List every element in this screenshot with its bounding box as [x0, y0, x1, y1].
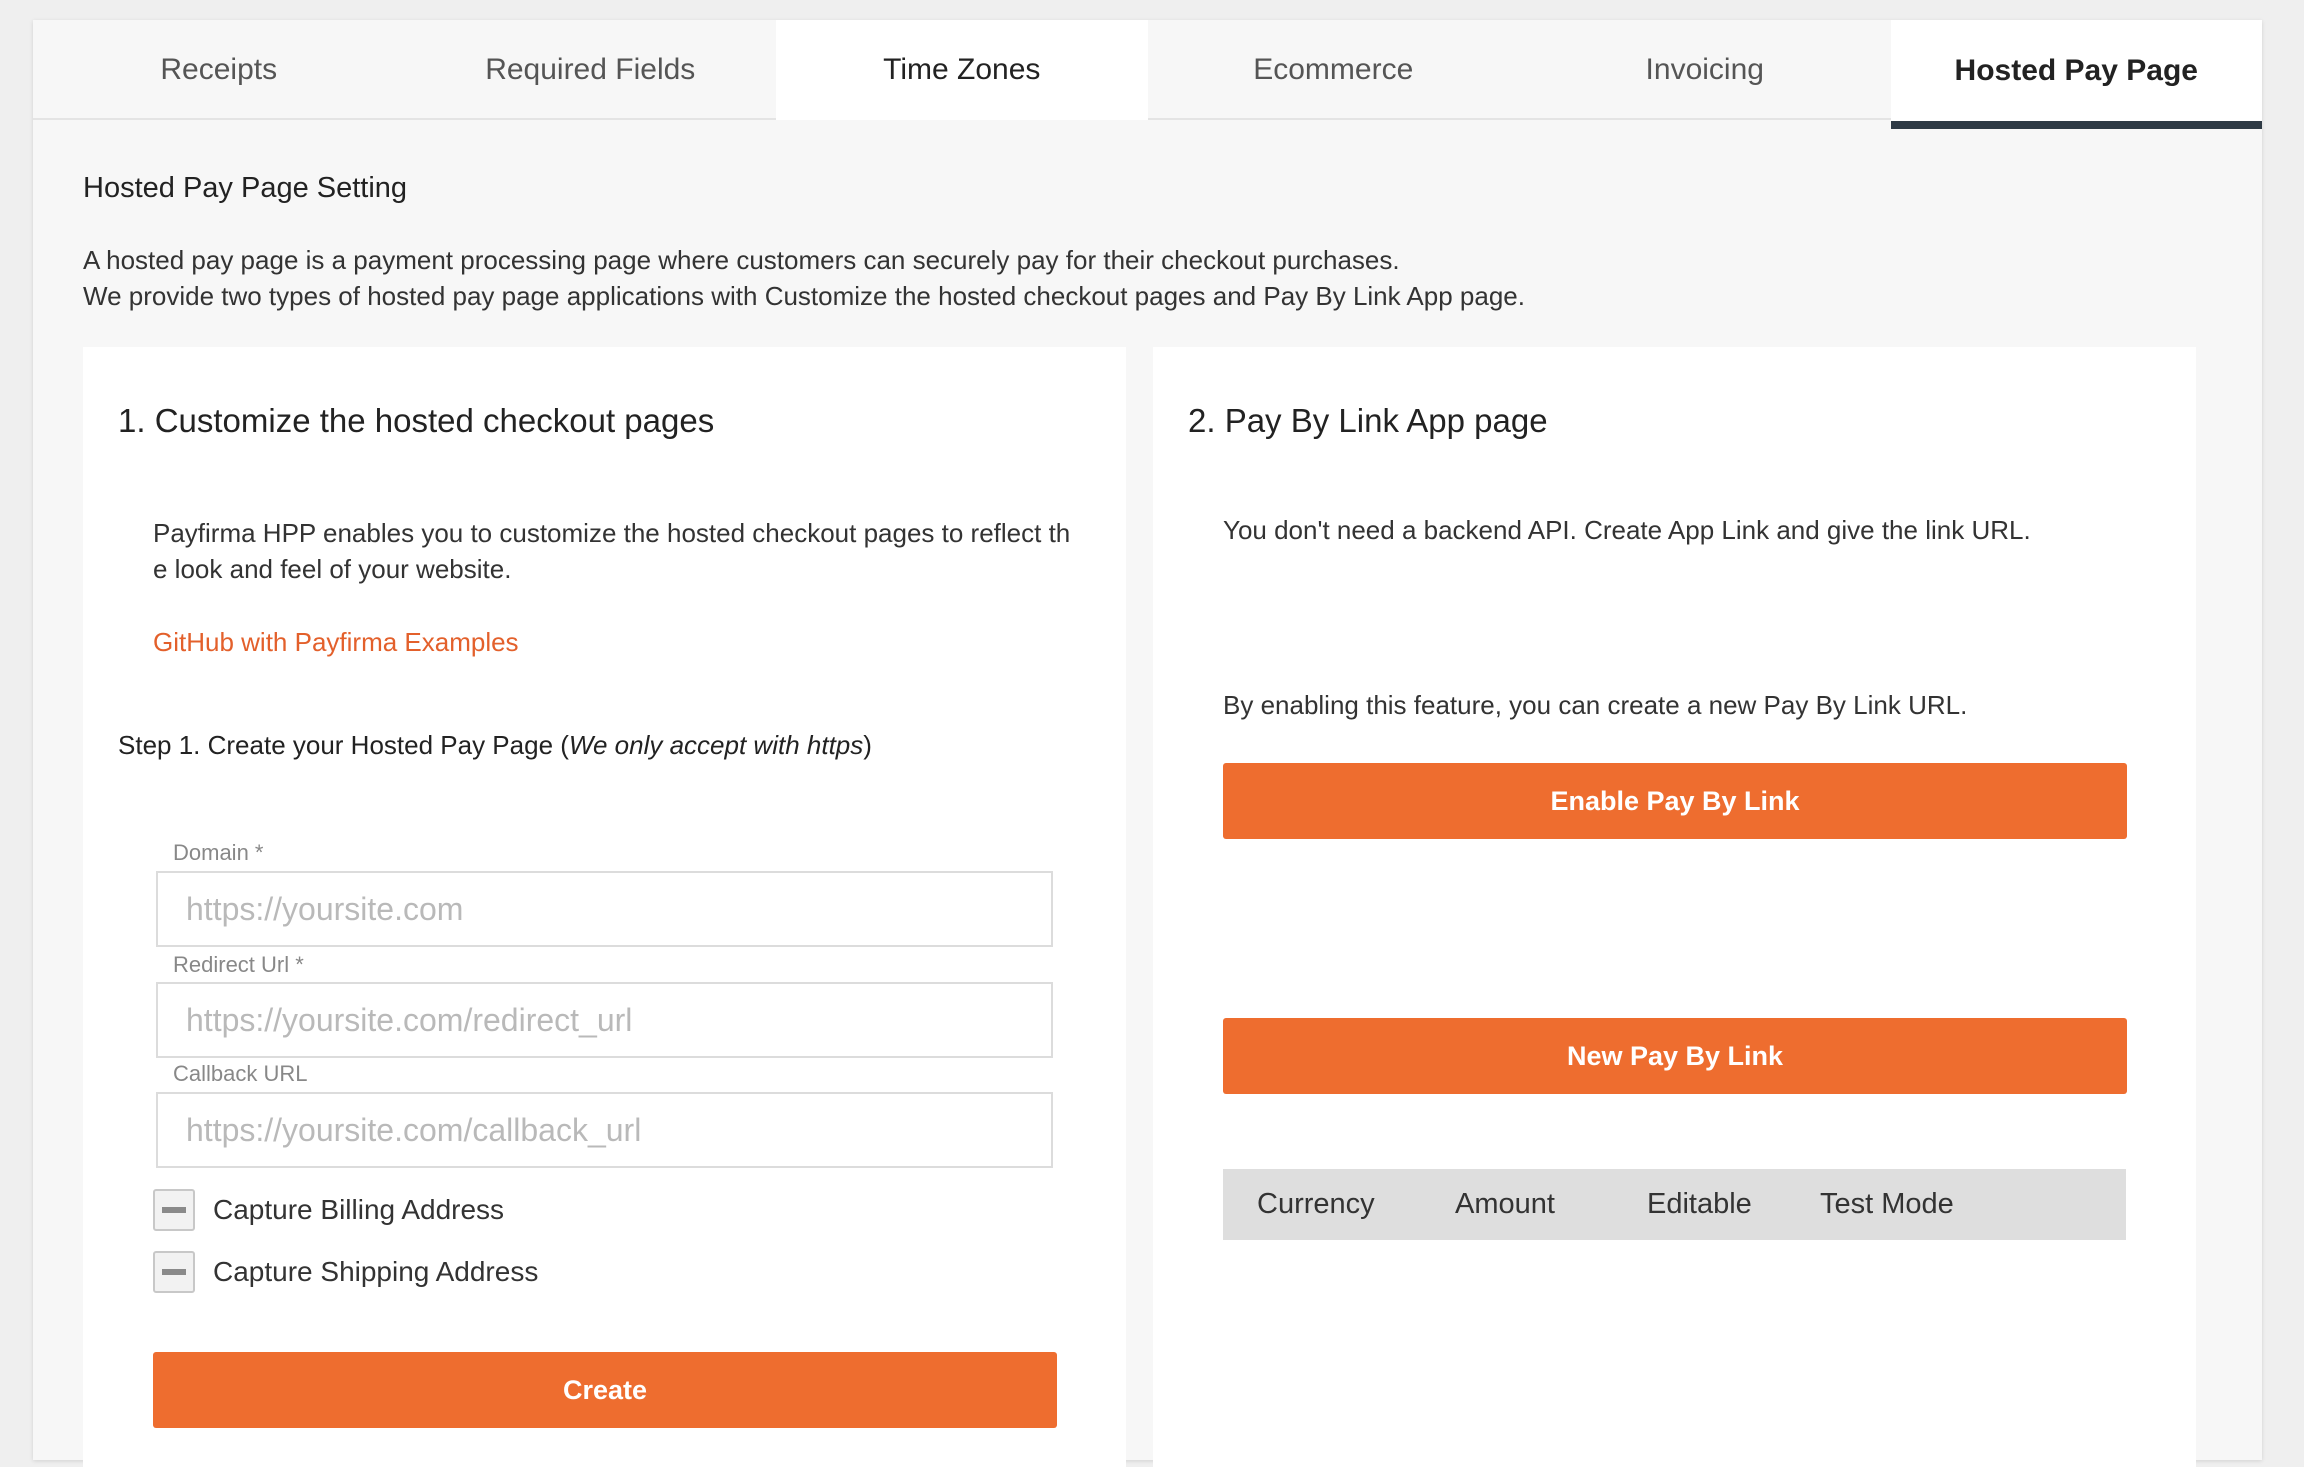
- redirect-url-input[interactable]: [156, 982, 1053, 1058]
- domain-label: Domain *: [173, 840, 264, 865]
- settings-card: [33, 20, 2262, 1460]
- settings-tabs: [33, 20, 2262, 120]
- enable-note: By enabling this feature, you can create a new Pay By Link URL.: [1223, 690, 1968, 720]
- capture-billing-row: [153, 1189, 504, 1231]
- capture-billing-checkbox[interactable]: [153, 1189, 195, 1231]
- callback-url-label: Callback URL: [173, 1061, 308, 1086]
- capture-shipping-row: [153, 1251, 538, 1293]
- step-1-heading: [118, 730, 872, 761]
- column-currency[interactable]: Currency: [1257, 1188, 1375, 1220]
- new-pay-by-link-button[interactable]: New Pay By Link: [1223, 1018, 2127, 1094]
- panel-description: You don't need a backend API. Create App Link and give the link URL.: [1223, 515, 2031, 545]
- panel-title: 1. Customize the hosted checkout pages: [118, 402, 715, 439]
- column-amount[interactable]: Amount: [1455, 1188, 1555, 1220]
- column-editable[interactable]: Editable: [1647, 1188, 1752, 1220]
- tab-required-fields[interactable]: Required Fields: [485, 53, 696, 86]
- indeterminate-icon: [162, 1269, 186, 1275]
- create-button[interactable]: Create: [153, 1352, 1057, 1428]
- tab-ecommerce[interactable]: Ecommerce: [1253, 53, 1414, 86]
- tab-time-zones[interactable]: Time Zones: [776, 20, 1148, 120]
- tab-invoicing[interactable]: Invoicing: [1645, 53, 1764, 86]
- panel-description: Payfirma HPP enables you to customize the hosted checkout pages to reflect the look and feel of your website.: [153, 518, 1071, 584]
- callback-url-input[interactable]: [156, 1092, 1053, 1168]
- indeterminate-icon: [162, 1207, 186, 1213]
- step-prefix: Step 1. Create your Hosted Pay Page (: [118, 730, 569, 760]
- capture-shipping-checkbox[interactable]: [153, 1251, 195, 1293]
- intro-line-2: We provide two types of hosted pay page applications with Customize the hosted checkout pages and Pay By Link App page.: [83, 281, 1525, 311]
- tab-receipts[interactable]: Receipts: [160, 53, 278, 86]
- capture-shipping-label: Capture Shipping Address: [213, 1256, 539, 1287]
- enable-pay-by-link-button[interactable]: Enable Pay By Link: [1223, 763, 2127, 839]
- section-title: Hosted Pay Page Setting: [83, 172, 408, 204]
- https-note: We only accept with https: [568, 730, 864, 760]
- column-test-mode[interactable]: Test Mode: [1820, 1188, 1954, 1220]
- tab-hosted-pay-page[interactable]: Hosted Pay Page: [1891, 20, 2263, 129]
- section-intro: [83, 242, 1525, 314]
- github-examples-link[interactable]: GitHub with Payfirma Examples: [153, 627, 519, 657]
- capture-billing-label: Capture Billing Address: [213, 1194, 505, 1225]
- panel-title: 2. Pay By Link App page: [1188, 402, 1548, 439]
- redirect-url-label: Redirect Url *: [173, 952, 304, 977]
- step-suffix: ): [863, 730, 872, 760]
- hosted-checkout-panel: [83, 347, 1126, 1467]
- pay-by-link-table-header: [1223, 1169, 2126, 1240]
- intro-line-1: A hosted pay page is a payment processing page where customers can securely pay for their checkout purchases.: [83, 245, 1400, 275]
- pay-by-link-panel: [1153, 347, 2196, 1467]
- domain-input[interactable]: [156, 871, 1053, 947]
